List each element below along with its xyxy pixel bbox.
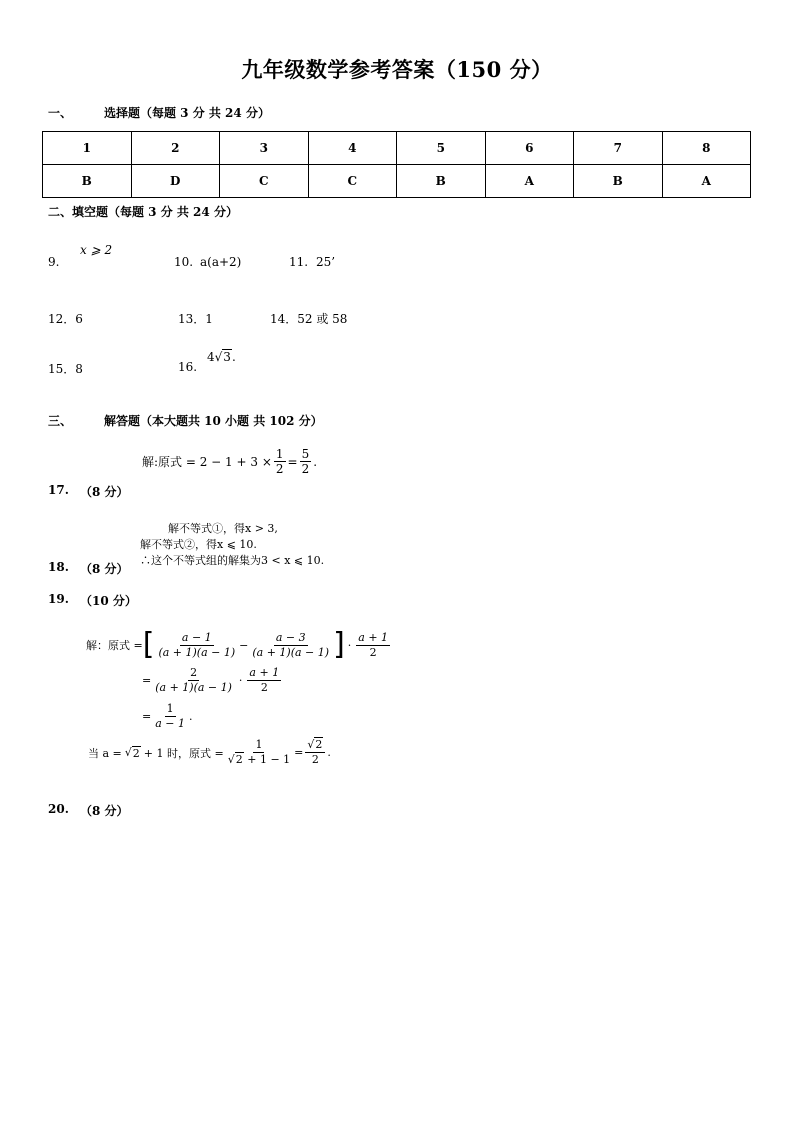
right-bracket: ] [333, 627, 345, 662]
left-bracket: [ [142, 627, 155, 662]
denominator: 2 [311, 753, 319, 766]
denominator: 2 [301, 462, 310, 476]
q20-label: 20. [48, 802, 69, 816]
sqrt-sign: √ [307, 738, 315, 751]
table-cell: B [43, 165, 132, 198]
table-cell: 6 [485, 132, 574, 165]
section2-title: 填空题（每题 3 分 共 24 分） [72, 205, 238, 219]
fraction [156, 631, 237, 660]
section3-title: 解答题（本大题共 10 小题 共 102 分） [104, 414, 323, 428]
minus: − [239, 638, 249, 652]
radicand: 2 [132, 746, 140, 760]
table-cell: 1 [43, 132, 132, 165]
equals: = [287, 454, 298, 469]
q18-line2: 解不等式②，得x ⩽ 10. [140, 538, 257, 551]
numerator: a − 3 [275, 630, 306, 644]
numerator [305, 738, 325, 753]
fraction [274, 447, 286, 476]
equals: = [142, 710, 152, 723]
fill-q15: 15．8 [48, 362, 83, 376]
section1-label: 一、 [48, 106, 73, 120]
fill-q10-label: 10. [174, 255, 194, 269]
denominator [226, 753, 292, 767]
denominator: 2 [369, 645, 377, 659]
q17-label: 17. [48, 483, 69, 497]
equals: = [294, 746, 304, 759]
q17-score: （8 分） [80, 485, 129, 499]
fraction [247, 666, 281, 695]
q19-score: （10 分） [80, 594, 137, 608]
numerator: 2 [190, 666, 198, 679]
denominator-rest: + 1 − 1 [247, 753, 291, 766]
page-title: 九年级数学参考答案（150 分） [241, 57, 553, 82]
fraction [305, 738, 325, 767]
q17-solution [142, 447, 317, 476]
fill-q16-label: 16. [178, 360, 198, 374]
section1-title: 选择题（每题 3 分 共 24 分） [104, 106, 270, 120]
q19-step4 [88, 738, 331, 767]
q18-line1: 解不等式①，得x > 3, [168, 522, 278, 535]
table-cell: 5 [397, 132, 486, 165]
table-cell: 4 [308, 132, 397, 165]
q18-line3: ∴这个不等式组的解集为3 < x ⩽ 10. [140, 554, 325, 567]
period: . [313, 454, 318, 469]
dot: · [347, 638, 352, 652]
sqrt-sign: √ [124, 746, 132, 759]
table-cell: C [220, 165, 309, 198]
section3-label: 三、 [48, 414, 73, 428]
fill-q11-answer: 25’ [316, 255, 336, 269]
sqrt-sign: √ [214, 350, 223, 364]
table-cell: D [131, 165, 220, 198]
radicand: 2 [315, 738, 323, 751]
numerator: 5 [301, 447, 310, 461]
denominator: 2 [275, 462, 284, 476]
numerator: a − 1 [181, 630, 212, 644]
q19-step1 [86, 627, 392, 662]
fill-q16-answer [207, 350, 236, 364]
numerator: 1 [255, 738, 263, 751]
coef: 4 [207, 350, 215, 364]
q19-step3 [142, 702, 193, 731]
fill-q12: 12．6 [48, 312, 83, 326]
fill-q9-answer: x ⩾ 2 [80, 243, 113, 257]
fraction [153, 702, 187, 731]
denominator: (a + 1)(a − 1) [158, 645, 236, 659]
denominator: (a + 1)(a − 1) [155, 681, 232, 694]
dot: · [238, 674, 243, 687]
fill-q13: 13．1 [178, 312, 213, 326]
fraction [226, 738, 292, 767]
table-cell: B [397, 165, 486, 198]
fraction [356, 631, 390, 660]
table-row [43, 132, 751, 165]
fraction [300, 447, 312, 476]
fraction [250, 631, 331, 660]
q19-label: 19. [48, 592, 69, 606]
fill-q10-answer: a(a+2) [200, 255, 242, 269]
table-cell: 3 [220, 132, 309, 165]
fill-q11-label: 11. [289, 255, 309, 269]
table-cell: 8 [662, 132, 751, 165]
fill-q9-label: 9. [48, 255, 60, 269]
numerator: 1 [166, 702, 174, 715]
equals: = [142, 674, 152, 687]
section2-label: 二、 [48, 205, 73, 219]
q17-prefix: 解:原式 = 2 − 1 + 3 × [142, 455, 272, 469]
fraction [153, 666, 234, 695]
table-cell: B [574, 165, 663, 198]
table-cell: A [662, 165, 751, 198]
radicand: 2 [235, 753, 243, 766]
numerator: a + 1 [358, 630, 389, 644]
table-cell: C [308, 165, 397, 198]
q19-step4-mid: + 1 时，原式 = [143, 746, 224, 760]
numerator: a + 1 [249, 666, 280, 679]
denominator: 2 [260, 681, 268, 694]
q19-step2 [142, 666, 283, 695]
q18-score: （8 分） [80, 562, 129, 576]
fill-q14: 14．52 或 58 [270, 312, 348, 326]
sqrt-sign: √ [227, 753, 235, 766]
period: . [231, 350, 236, 364]
numerator: 1 [275, 447, 284, 461]
table-row [43, 165, 751, 198]
denominator: (a + 1)(a − 1) [252, 645, 330, 659]
table-cell: 2 [131, 132, 220, 165]
denominator: a − 1 [155, 717, 185, 730]
table-cell: 7 [574, 132, 663, 165]
radicand: 3 [223, 350, 231, 364]
period: . [189, 710, 193, 723]
q19-step4-prefix: 当 a = [88, 746, 122, 760]
q19-step1-prefix: 解：原式 = [86, 639, 143, 652]
table-cell: A [485, 165, 574, 198]
period: . [327, 746, 331, 759]
choice-answer-table [42, 131, 751, 198]
q20-score: （8 分） [80, 804, 129, 818]
q18-label: 18. [48, 560, 69, 574]
